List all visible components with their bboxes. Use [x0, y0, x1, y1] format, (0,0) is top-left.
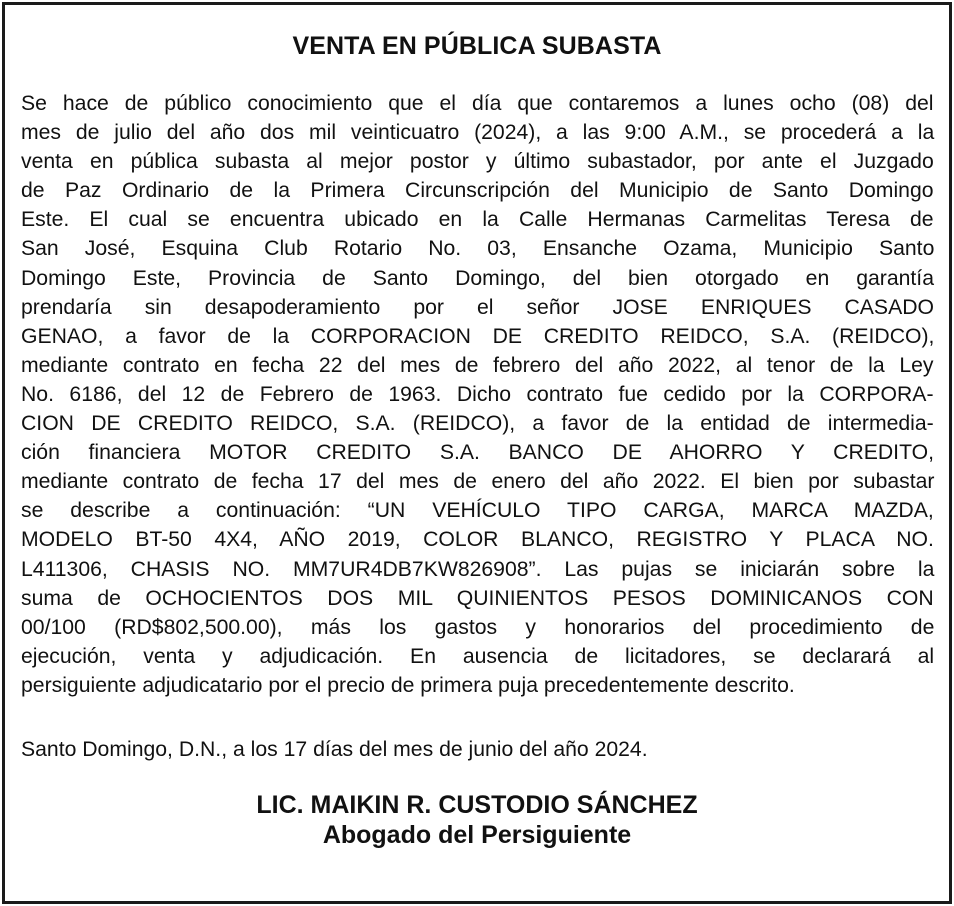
signatory-name: LIC. MAIKIN R. CUSTODIO SÁNCHEZ: [256, 791, 698, 819]
body-line: suma de OCHOCIENTOS DOS MIL QUINIENTOS PESOS DOMINICANOS CON: [21, 586, 934, 610]
signatory-role: Abogado del Persiguiente: [322, 821, 632, 849]
legal-notice: [2, 2, 952, 904]
body-line: No. 6186, del 12 de Febrero de 1963. Dicho contrato fue cedido por la CORPORA-: [21, 382, 934, 406]
body-line: San José, Esquina Club Rotario No. 03, Ensanche Ozama, Municipio Santo: [21, 237, 935, 261]
body-line: ejecución, venta y adjudicación. En ausencia de licitadores, se declarará al: [21, 644, 935, 668]
notice-title: VENTA EN PÚBLICA SUBASTA: [292, 32, 662, 60]
body-line: Este. El cual se encuentra ubicado en la Calle Hermanas Carmelitas Teresa de: [21, 208, 934, 232]
body-line: CION DE CREDITO REIDCO, S.A. (REIDCO), a favor de la entidad de intermedia-: [21, 412, 934, 436]
body-line: L411306, CHASIS NO. MM7UR4DB7KW826908”. Las pujas se iniciarán sobre la: [21, 557, 935, 581]
body-line: ción financiera MOTOR CREDITO S.A. BANCO DE AHORRO Y CREDITO,: [21, 441, 934, 465]
body-line: mediante contrato en fecha 22 del mes de febrero del año 2022, al tenor de la Ley: [21, 353, 934, 377]
body-line: mediante contrato de fecha 17 del mes de enero del año 2022. El bien por subastar: [21, 470, 935, 494]
notice-body: [21, 89, 934, 700]
date-line: Santo Domingo, D.N., a los 17 días del mes de junio del año 2024.: [21, 738, 648, 761]
body-line: GENAO, a favor de la CORPORACION DE CREDITO REIDCO, S.A. (REIDCO),: [21, 324, 935, 348]
body-line: Domingo Este, Provincia de Santo Domingo, del bien otorgado en garantía: [21, 266, 934, 290]
body-line: prendaría sin desapoderamiento por el señor JOSE ENRIQUES CASADO: [21, 295, 934, 319]
body-line: MODELO BT-50 4X4, AÑO 2019, COLOR BLANCO, REGISTRO Y PLACA NO.: [21, 528, 934, 552]
body-line: de Paz Ordinario de la Primera Circunscripción del Municipio de Santo Domingo: [21, 179, 934, 203]
body-line: 00/100 (RD$802,500.00), más los gastos y honorarios del procedimiento de: [21, 615, 935, 639]
body-line: mes de julio del año dos mil veinticuatro (2024), a las 9:00 A.M., se procederá a la: [21, 121, 935, 145]
body-line: se describe a continuación: “UN VEHÍCULO TIPO CARGA, MARCA MAZDA,: [21, 499, 934, 523]
body-line: persiguiente adjudicatario por el precio de primera puja precedentemente descrito.: [21, 673, 795, 697]
body-line: venta en pública subasta al mejor postor y último subastador, por ante el Juzgado: [21, 150, 934, 174]
body-line: Se hace de público conocimiento que el día que contaremos a lunes ocho (08) del: [21, 92, 934, 115]
